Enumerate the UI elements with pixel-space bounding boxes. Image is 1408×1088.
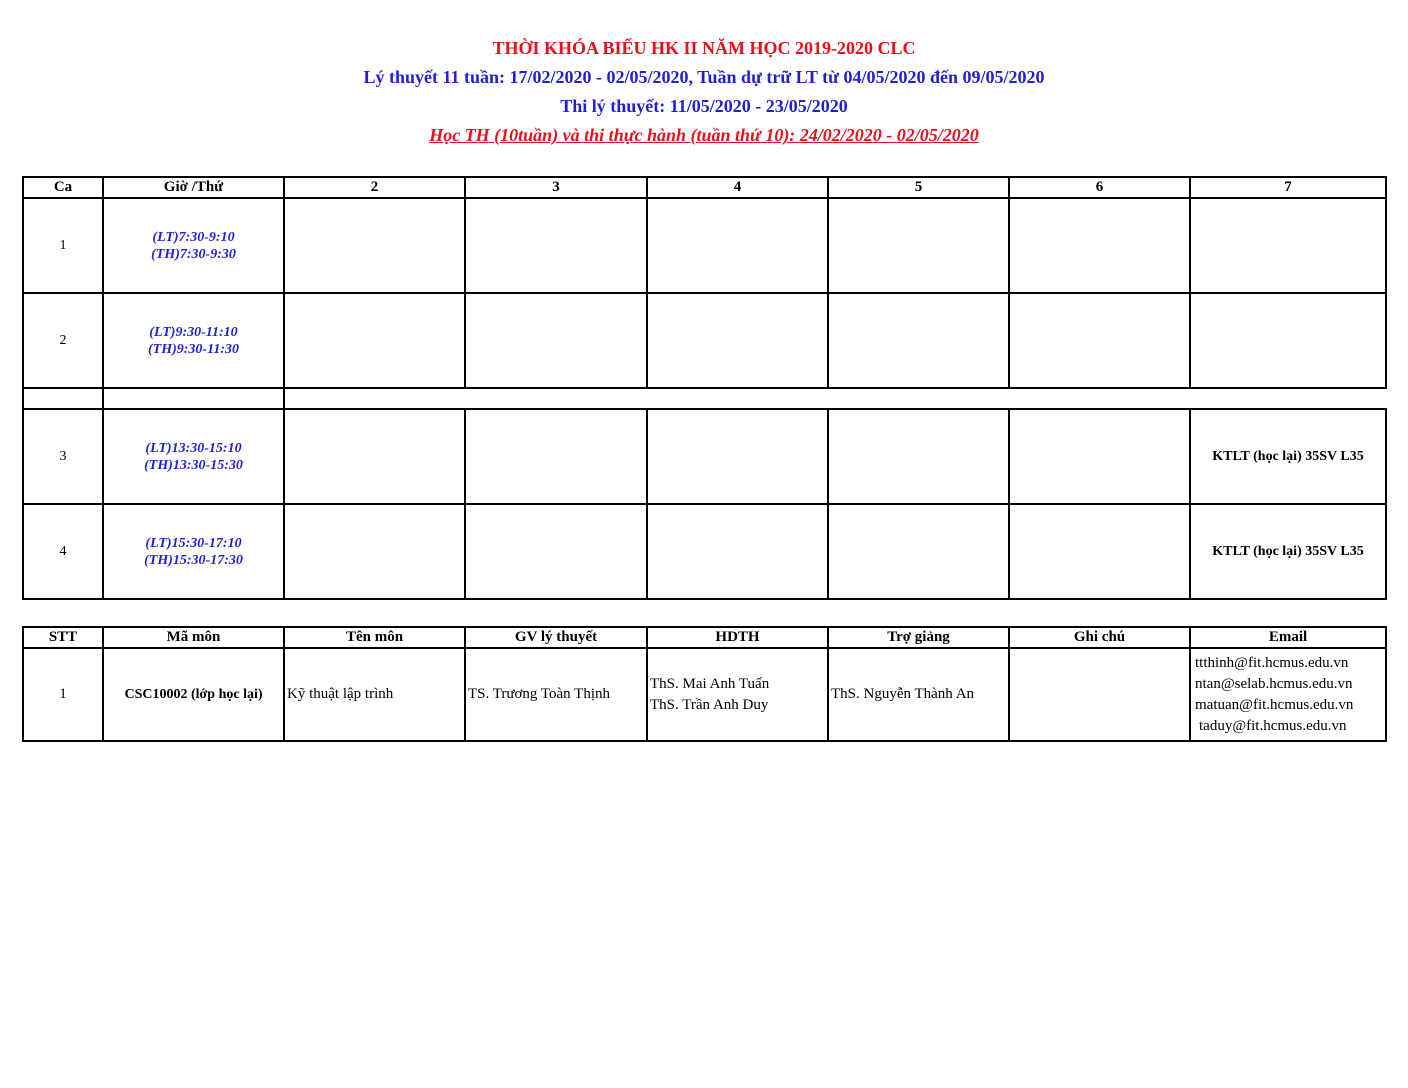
table-row	[23, 293, 1386, 388]
header-ca: Ca	[23, 177, 103, 198]
row-stt: 1	[23, 648, 103, 741]
table-row	[23, 409, 1386, 504]
slot-cell	[284, 409, 465, 504]
theory-time: (LT)9:30-11:10	[149, 324, 238, 340]
session-number: 1	[23, 198, 103, 293]
theory-lecturer: TS. Trương Toàn Thịnh	[465, 648, 647, 741]
email-address: ttthinh@fit.hcmus.edu.vn	[1195, 654, 1349, 671]
email-address: matuan@fit.hcmus.edu.vn	[1195, 696, 1354, 713]
practice-time: (TH)9:30-11:30	[148, 341, 239, 357]
slot-cell	[1009, 198, 1190, 293]
slot-cell	[284, 293, 465, 388]
slot-cell-day-7: KTLT (học lại) 35SV L35	[1190, 504, 1386, 599]
header-theory-lecturer: GV lý thuyết	[465, 627, 647, 648]
header-notes: Ghi chú	[1009, 627, 1190, 648]
gap-cell	[23, 388, 103, 409]
slot-cell	[828, 293, 1009, 388]
header-time: Giờ /Thứ	[103, 177, 284, 198]
header-stt: STT	[23, 627, 103, 648]
session-number: 2	[23, 293, 103, 388]
lunch-break-row	[23, 388, 1386, 409]
slot-cell-day-7	[1190, 198, 1386, 293]
session-number: 4	[23, 504, 103, 599]
header-course-name: Tên môn	[284, 627, 465, 648]
theory-time: (LT)13:30-15:10	[145, 440, 242, 456]
header-day-5: 5	[828, 177, 1009, 198]
schedule-header-row	[23, 177, 1386, 198]
header-day-7: 7	[1190, 177, 1386, 198]
header-day-3: 3	[465, 177, 647, 198]
gap-cell	[103, 388, 284, 409]
table-row	[23, 648, 1386, 741]
slot-cell	[828, 504, 1009, 599]
theory-time: (LT)15:30-17:10	[145, 535, 242, 551]
course-name: Kỹ thuật lập trình	[284, 648, 465, 741]
slot-cell-day-7: KTLT (học lại) 35SV L35	[1190, 409, 1386, 504]
session-time	[103, 409, 284, 504]
slot-cell	[828, 409, 1009, 504]
table-row	[23, 198, 1386, 293]
slot-cell	[828, 198, 1009, 293]
slot-cell	[284, 504, 465, 599]
slot-cell	[1009, 504, 1190, 599]
session-time	[103, 198, 284, 293]
theory-time: (LT)7:30-9:10	[152, 229, 235, 245]
title-line: THỜI KHÓA BIỂU HK II NĂM HỌC 2019-2020 CLC	[492, 38, 916, 58]
email-list	[1190, 648, 1386, 741]
course-info-table	[22, 626, 1387, 742]
practice-period-line: Học TH (10tuần) và thi thực hành (tuần thứ 10): 24/02/2020 - 02/05/2020	[429, 125, 979, 145]
header-teaching-assistant: Trợ giảng	[828, 627, 1009, 648]
session-number: 3	[23, 409, 103, 504]
info-header-row	[23, 627, 1386, 648]
notes-cell	[1009, 648, 1190, 741]
slot-cell-day-7	[1190, 293, 1386, 388]
slot-cell	[647, 409, 828, 504]
slot-cell	[1009, 293, 1190, 388]
slot-cell	[647, 504, 828, 599]
session-time	[103, 293, 284, 388]
slot-cell	[1009, 409, 1190, 504]
slot-cell	[465, 293, 647, 388]
slot-cell	[465, 409, 647, 504]
theory-exam-line: Thi lý thuyết: 11/05/2020 - 23/05/2020	[560, 96, 848, 116]
document-header	[0, 34, 1408, 150]
header-day-2: 2	[284, 177, 465, 198]
practice-time: (TH)7:30-9:30	[151, 246, 236, 262]
table-row	[23, 504, 1386, 599]
slot-cell	[465, 198, 647, 293]
header-email: Email	[1190, 627, 1386, 648]
practice-time: (TH)15:30-17:30	[144, 552, 243, 568]
practice-instructor: ThS. Trần Anh Duy	[650, 696, 769, 713]
email-address: taduy@fit.hcmus.edu.vn	[1199, 717, 1347, 734]
header-course-code: Mã môn	[103, 627, 284, 648]
slot-cell	[465, 504, 647, 599]
theory-period-line: Lý thuyết 11 tuần: 17/02/2020 - 02/05/2020, Tuần dự trữ LT từ 04/05/2020 đến 09/05/2020	[363, 67, 1045, 87]
header-day-4: 4	[647, 177, 828, 198]
slot-cell	[647, 198, 828, 293]
schedule-table	[22, 176, 1387, 600]
slot-cell	[284, 198, 465, 293]
practice-time: (TH)13:30-15:30	[144, 457, 243, 473]
practice-instructor: ThS. Mai Anh Tuấn	[650, 675, 770, 692]
practice-instructors	[647, 648, 828, 741]
course-code: CSC10002 (lớp học lại)	[103, 648, 284, 741]
teaching-assistant: ThS. Nguyễn Thành An	[828, 648, 1009, 741]
header-day-6: 6	[1009, 177, 1190, 198]
slot-cell	[647, 293, 828, 388]
session-time	[103, 504, 284, 599]
gap-cell	[284, 388, 1386, 409]
header-practice-instructor: HDTH	[647, 627, 828, 648]
email-address: ntan@selab.hcmus.edu.vn	[1195, 675, 1353, 692]
